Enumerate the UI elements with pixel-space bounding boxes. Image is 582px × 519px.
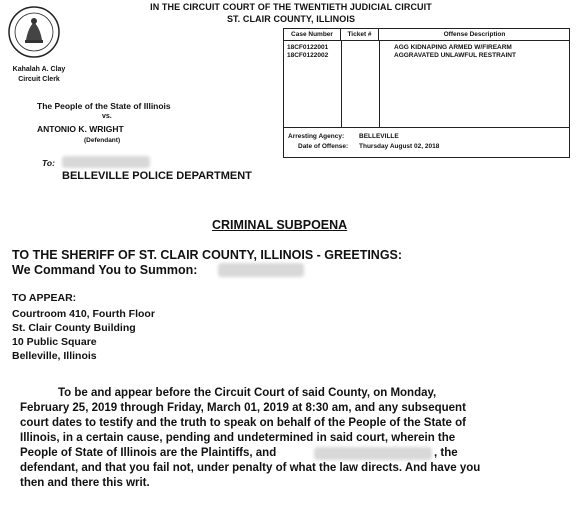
redacted-summoned-name bbox=[218, 263, 304, 277]
appear-label: TO APPEAR: bbox=[12, 292, 77, 304]
defendant-name: ANTONIO K. WRIGHT bbox=[37, 124, 124, 134]
body-line-7: then and there this writ. bbox=[20, 477, 150, 489]
col-offense: Offense Description bbox=[443, 31, 506, 38]
arresting-agency-label: Arresting Agency: bbox=[288, 133, 345, 140]
body-line-5a: People of State of Illinois are the Plaintiffs, and bbox=[20, 447, 277, 459]
to-label: To: bbox=[42, 158, 55, 168]
appear-line-3: 10 Public Square bbox=[12, 336, 97, 348]
date-of-offense-label: Date of Offense: bbox=[298, 143, 349, 150]
clerk-name: Kahalah A. Clay bbox=[12, 66, 66, 73]
table-row-1-case: 18CF0122001 bbox=[287, 44, 329, 51]
arresting-agency-value: BELLEVILLE bbox=[359, 133, 399, 140]
col-ticket: Ticket # bbox=[341, 29, 379, 40]
appear-line-4: Belleville, Illinois bbox=[12, 350, 97, 362]
table-row-1-offense: AGG KIDNAPING ARMED W/FIREARM bbox=[394, 44, 512, 51]
body-line-4: Illinois, in a certain cause, pending and undetermined in said court, wherein the bbox=[20, 432, 456, 444]
appear-line-1: Courtroom 410, Fourth Floor bbox=[12, 308, 155, 320]
body-line-2: February 25, 2019 through Friday, March 01, 2019 at 8:30 am, and any subsequent bbox=[20, 402, 466, 414]
table-row-2-offense: AGGRAVATED UNLAWFUL RESTRAINT bbox=[394, 52, 516, 59]
appear-line-2: St. Clair County Building bbox=[12, 322, 136, 334]
recipient-department: BELLEVILLE POLICE DEPARTMENT bbox=[62, 170, 252, 182]
col-case-number: Case Number bbox=[284, 29, 341, 40]
case-table bbox=[283, 28, 570, 158]
versus-label: vs. bbox=[102, 113, 112, 120]
date-of-offense-value: Thursday August 02, 2018 bbox=[359, 143, 440, 150]
court-seal-icon bbox=[8, 6, 60, 58]
body-line-6: defendant, and that you fail not, under penalty of what the law directs. And have you bbox=[20, 462, 481, 474]
body-line-5b: , the bbox=[434, 447, 458, 459]
clerk-title: Circuit Clerk bbox=[18, 76, 60, 83]
defendant-role: (Defendant) bbox=[84, 137, 121, 144]
redacted-recipient-name bbox=[62, 156, 150, 168]
document-title: CRIMINAL SUBPOENA bbox=[212, 218, 348, 232]
command-line: We Command You to Summon: bbox=[12, 263, 198, 277]
body-line-3: court dates to testify and the truth to speak on behalf of the People of the State of bbox=[20, 417, 466, 429]
greeting: TO THE SHERIFF OF ST. CLAIR COUNTY, ILLINOIS - GREETINGS: bbox=[12, 248, 403, 262]
table-row-2-case: 18CF0122002 bbox=[287, 52, 329, 59]
body-line-1: To be and appear before the Circuit Court of said County, on Monday, bbox=[58, 387, 437, 399]
plaintiff-name: The People of the State of Illinois bbox=[37, 101, 171, 111]
court-header-line2: ST. CLAIR COUNTY, ILLINOIS bbox=[226, 14, 356, 24]
redacted-defendant-name bbox=[314, 447, 432, 460]
court-header-line1: IN THE CIRCUIT COURT OF THE TWENTIETH JUDICIAL CIRCUIT bbox=[150, 2, 432, 12]
